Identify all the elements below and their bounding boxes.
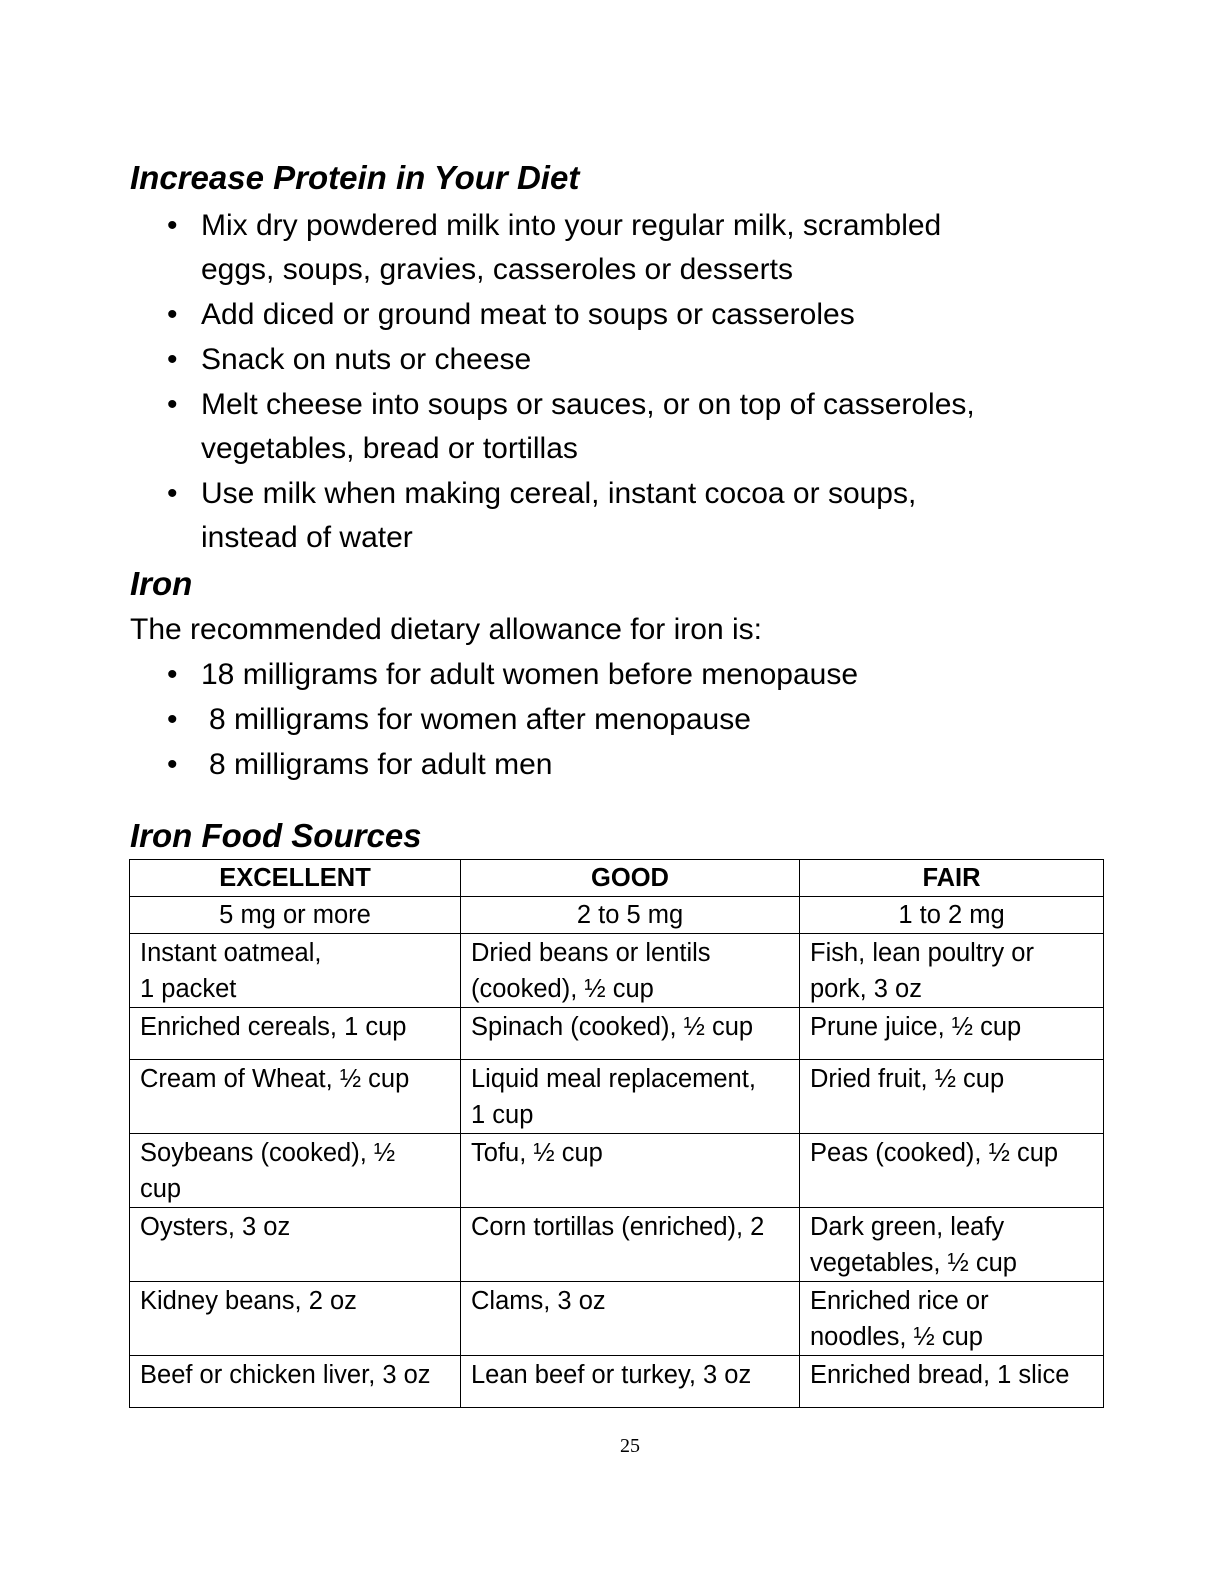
range-fair: 1 to 2 mg: [800, 897, 1104, 934]
bullet-icon: •: [167, 388, 178, 421]
cell-line: Dried beans or lentils: [471, 939, 711, 967]
cell-line: Instant oatmeal,: [140, 939, 322, 967]
cell-line: Tofu, ½ cup: [471, 1139, 603, 1167]
list-item: [165, 743, 1065, 787]
cell-line: Beef or chicken liver, 3 oz: [140, 1361, 431, 1389]
cell-line: pork, 3 oz: [810, 975, 922, 1003]
iron-intro-text: The recommended dietary allowance for iron is:: [130, 613, 762, 646]
table-cell: [130, 934, 461, 1008]
table-cell: [800, 934, 1104, 1008]
cell-line: 1 cup: [471, 1101, 534, 1129]
table-cell: [800, 1134, 1104, 1208]
list-item-text: instead of water: [201, 521, 413, 554]
list-item: [165, 204, 1065, 292]
protein-heading: Increase Protein in Your Diet: [130, 159, 580, 196]
bullet-icon: •: [167, 298, 178, 331]
cell-line: Fish, lean poultry or: [810, 939, 1034, 967]
table-row: [130, 1356, 1104, 1408]
cell-line: vegetables, ½ cup: [810, 1249, 1017, 1277]
table-cell: [130, 1008, 461, 1060]
table-cell: [130, 1134, 461, 1208]
range-excellent: 5 mg or more: [130, 897, 461, 934]
protein-bullet-list: [165, 204, 1065, 561]
list-item: [165, 653, 1065, 697]
bullet-icon: •: [167, 477, 178, 510]
table-cell: [800, 1208, 1104, 1282]
cell-line: Prune juice, ½ cup: [810, 1013, 1022, 1041]
cell-line: Kidney beans, 2 oz: [140, 1287, 357, 1315]
cell-line: Dried fruit, ½ cup: [810, 1065, 1005, 1093]
table-range-row: [130, 897, 1104, 934]
table-cell: [461, 934, 800, 1008]
table-row: [130, 1060, 1104, 1134]
list-item-text: Use milk when making cereal, instant cocoa or soups,: [201, 477, 917, 510]
table-cell: [461, 1282, 800, 1356]
table-cell: [130, 1060, 461, 1134]
table-header-row: [130, 860, 1104, 897]
table-cell: [461, 1060, 800, 1134]
column-header-fair: FAIR: [800, 860, 1104, 897]
table-row: [130, 1282, 1104, 1356]
list-item-text: Melt cheese into soups or sauces, or on top of casseroles,: [201, 388, 975, 421]
table-cell: [800, 1356, 1104, 1408]
cell-line: Cream of Wheat, ½ cup: [140, 1065, 410, 1093]
column-header-excellent: EXCELLENT: [130, 860, 461, 897]
cell-line: Dark green, leafy: [810, 1213, 1005, 1241]
list-item: [165, 338, 1065, 382]
list-item-text: Snack on nuts or cheese: [201, 343, 532, 376]
table-cell: [461, 1008, 800, 1060]
page-number: 25: [620, 1435, 640, 1457]
bullet-icon: •: [167, 658, 178, 691]
cell-line: (cooked), ½ cup: [471, 975, 654, 1003]
table-cell: [130, 1208, 461, 1282]
list-item-text: vegetables, bread or tortillas: [201, 432, 578, 465]
iron-bullet-list: [165, 653, 1065, 788]
cell-line: Peas (cooked), ½ cup: [810, 1139, 1059, 1167]
table-cell: [130, 1356, 461, 1408]
table-row: [130, 1134, 1104, 1208]
cell-line: 1 packet: [140, 975, 237, 1003]
iron-food-sources-table: [129, 859, 1104, 1408]
cell-line: Liquid meal replacement,: [471, 1065, 756, 1093]
cell-line: Enriched bread, 1 slice: [810, 1361, 1070, 1389]
cell-line: Lean beef or turkey, 3 oz: [471, 1361, 752, 1389]
bullet-icon: •: [167, 703, 178, 736]
list-item-text: 8 milligrams for women after menopause: [209, 703, 751, 736]
bullet-icon: •: [167, 343, 178, 376]
list-item: [165, 383, 1065, 471]
table-row: [130, 1008, 1104, 1060]
table-cell: [800, 1060, 1104, 1134]
table-row: [130, 1208, 1104, 1282]
cell-line: Clams, 3 oz: [471, 1287, 606, 1315]
cell-line: cup: [140, 1175, 182, 1203]
bullet-icon: •: [167, 209, 178, 242]
cell-line: noodles, ½ cup: [810, 1323, 983, 1351]
list-item: [165, 698, 1065, 742]
list-item-text: 18 milligrams for adult women before menopause: [201, 658, 858, 691]
list-item-text: 8 milligrams for adult men: [209, 748, 553, 781]
list-item: [165, 472, 1065, 560]
table-cell: [130, 1282, 461, 1356]
table-cell: [461, 1356, 800, 1408]
cell-line: Corn tortillas (enriched), 2: [471, 1213, 765, 1241]
table-cell: [800, 1282, 1104, 1356]
list-item: [165, 293, 1065, 337]
cell-line: Soybeans (cooked), ½: [140, 1139, 396, 1167]
cell-line: Enriched rice or: [810, 1287, 989, 1315]
iron-sources-heading: Iron Food Sources: [130, 817, 422, 854]
table-row: [130, 934, 1104, 1008]
bullet-icon: •: [167, 748, 178, 781]
range-good: 2 to 5 mg: [461, 897, 800, 934]
list-item-text: Mix dry powdered milk into your regular milk, scrambled: [201, 209, 942, 242]
table-cell: [461, 1134, 800, 1208]
table-cell: [461, 1208, 800, 1282]
column-header-good: GOOD: [461, 860, 800, 897]
cell-line: Oysters, 3 oz: [140, 1213, 291, 1241]
list-item-text: eggs, soups, gravies, casseroles or desserts: [201, 253, 793, 286]
list-item-text: Add diced or ground meat to soups or casseroles: [201, 298, 855, 331]
cell-line: Spinach (cooked), ½ cup: [471, 1013, 754, 1041]
cell-line: Enriched cereals, 1 cup: [140, 1013, 407, 1041]
iron-heading: Iron: [130, 565, 193, 602]
table-cell: [800, 1008, 1104, 1060]
